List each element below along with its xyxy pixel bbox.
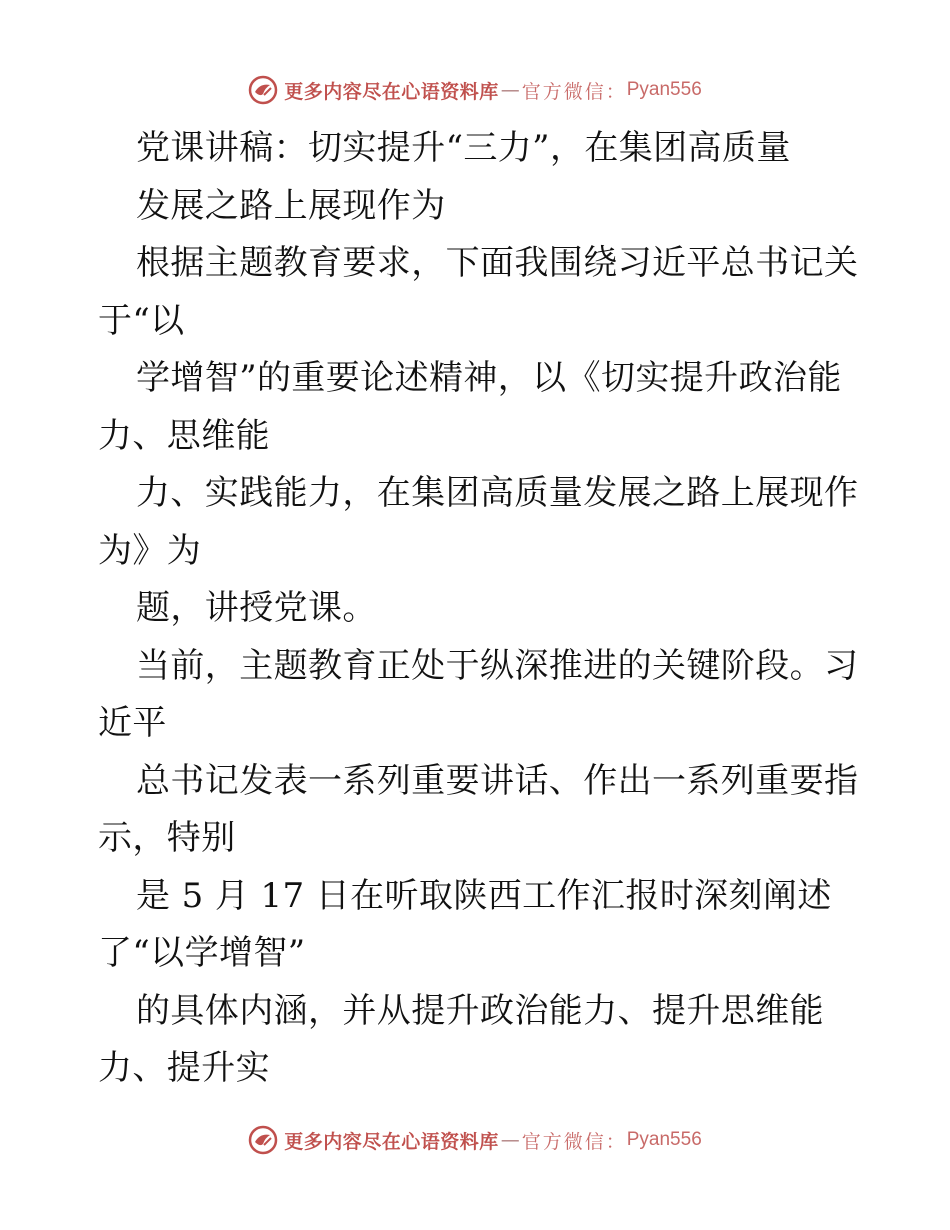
text-line: 根据主题教育要求，下面我围绕习近平总书记关 — [136, 243, 859, 283]
footer-brand-text: 更多内容尽在心语资料库 — [284, 1130, 499, 1153]
text-line: 近平 — [98, 703, 167, 743]
footer-official-label: 官方微信： — [521, 1130, 627, 1153]
text-line: 总书记发表一系列重要讲话、作出一系列重要指 — [136, 760, 859, 801]
text-line: 题，讲授党课。 — [136, 588, 377, 628]
text-line: 的具体内涵，并从提升政治能力、提升思维能 — [136, 990, 824, 1031]
header-wechat-id: Pyan556 — [626, 79, 702, 100]
text-line: 示，特别 — [98, 818, 236, 858]
header-brand-text: 更多内容尽在心语资料库 — [284, 80, 499, 103]
text-line: 为》为 — [98, 530, 202, 571]
header-official-label: 官方微信： — [521, 80, 627, 103]
text-line: 学增智”的重要论述精神，以《切实提升政治能 — [136, 358, 842, 398]
header-banner — [0, 70, 950, 110]
text-line: 力、思维能 — [98, 415, 270, 456]
header-separator: — — [500, 79, 520, 101]
brand-logo-icon — [248, 75, 278, 105]
title-line-1: 党课讲稿：切实提升“三力”，在集团高质量 — [136, 128, 791, 168]
footer-wechat-id: Pyan556 — [626, 1129, 702, 1150]
text-line: 了“以学增智” — [98, 933, 306, 973]
brand-logo-icon — [248, 1125, 278, 1155]
text-line: 力、实践能力，在集团高质量发展之路上展现作 — [136, 473, 859, 513]
footer-banner — [0, 1120, 950, 1160]
text-line: 是 5 月 17 日在听取陕西工作汇报时深刻阐述 — [136, 875, 832, 916]
title-line-2: 发展之路上展现作为 — [136, 185, 446, 226]
text-line: 力、提升实 — [98, 1048, 270, 1088]
document-body — [98, 120, 858, 1098]
text-line: 当前，主题教育正处于纵深推进的关键阶段。习 — [136, 645, 859, 686]
footer-separator: — — [500, 1129, 520, 1151]
text-line: 于“以 — [98, 300, 185, 341]
